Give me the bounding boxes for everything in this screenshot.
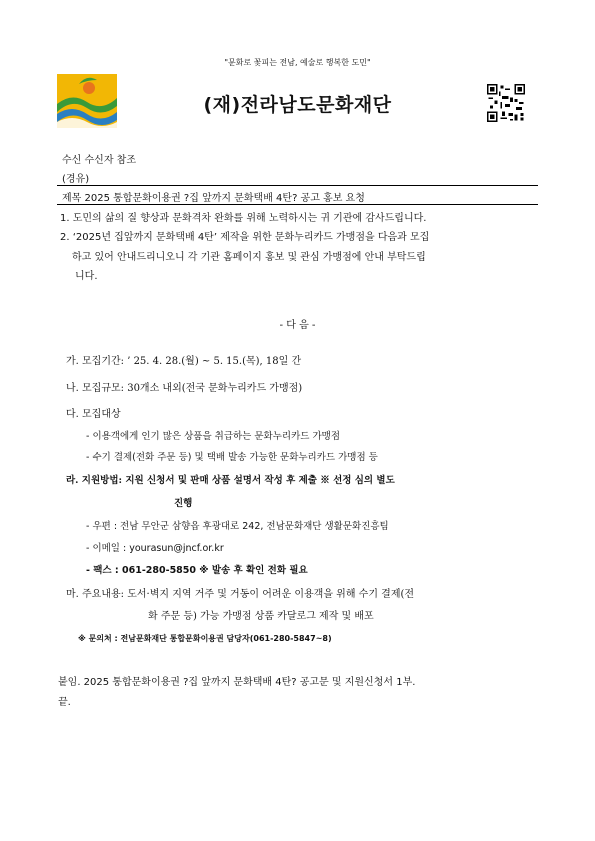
end-mark: 끝. [58,697,71,708]
section-heading: - 다 음 - [279,320,316,331]
detail-da: 다. 모집대상 [66,409,121,420]
subject-line: 제목 2025 통합문화이용권 ?집 앞까지 문화택배 4탄? 공고 홍보 요청 [62,193,365,204]
body-item-1: 1. 도민의 삶의 질 향상과 문화격차 완화를 위해 노력하시는 귀 기관에 감사드립니다. [60,213,427,224]
qr-code-icon [487,84,525,122]
detail-ra-bullet-email: - 이메일 : yourasun@jncf.or.kr [86,543,224,554]
divider [57,185,538,186]
divider [57,204,538,205]
slogan: "문화로 꽃피는 전남, 예술로 행복한 도민" [224,58,371,67]
body-item-2-line-3: 니다. [75,271,98,282]
detail-ma-line-2: 화 주문 등) 가능 가맹점 상품 카달로그 제작 및 배포 [148,611,374,622]
via-line: (경유) [62,174,90,185]
detail-ra-bullet-post: - 우편 : 전남 무안군 삼향읍 후광대로 242, 전남문화재단 생활문화진흥팀 [86,521,389,532]
detail-ra-line-2: 진행 [174,498,193,509]
contact-note: ※ 문의처 : 전남문화재단 통합문화이용권 담당자(061-280-5847~8) [78,634,332,643]
detail-da-bullet-1: - 이용객에게 인기 많은 상품을 취급하는 문화누리카드 가맹점 [86,431,340,442]
organization-name: (재)전라남도문화재단 [203,94,392,116]
detail-ra-bullet-fax: - 팩스 : 061-280-5850 ※ 발송 후 확인 전화 필요 [86,565,308,576]
body-item-2-line-1: 2. ‘2025년 집앞까지 문화택배 4탄’ 제작을 위한 문화누리카드 가맹점을 다음과 모집 [60,232,430,243]
attachment-line: 붙임. 2025 통합문화이용권 ?집 앞까지 문화택배 4탄? 공고문 및 지원신청서 1부. [58,677,416,688]
detail-na: 나. 모집규모: 30개소 내외(전국 문화누리카드 가맹점) [66,383,303,394]
detail-ra-line-1: 라. 지원방법: 지원 신청서 및 판매 상품 설명서 작성 후 제출 ※ 선정 심의 별도 [66,475,395,486]
detail-ma-line-1: 마. 주요내용: 도서·벽지 지역 거주 및 거동이 어려운 이용객을 위해 수기 결제(전 [66,589,415,600]
body-item-2-line-2: 하고 있어 안내드리니오니 각 기관 홈페이지 홍보 및 관심 가맹점에 안내 부탁드립 [72,252,426,263]
detail-ga: 가. 모집기간: ’ 25. 4. 28.(월) ~ 5. 15.(목), 18일 간 [66,356,302,367]
detail-da-bullet-2: - 수기 결제(전화 주문 등) 및 택배 발송 가능한 문화누리카드 가맹점 등 [86,452,378,463]
recipient-line: 수신 수신자 참조 [62,155,136,166]
